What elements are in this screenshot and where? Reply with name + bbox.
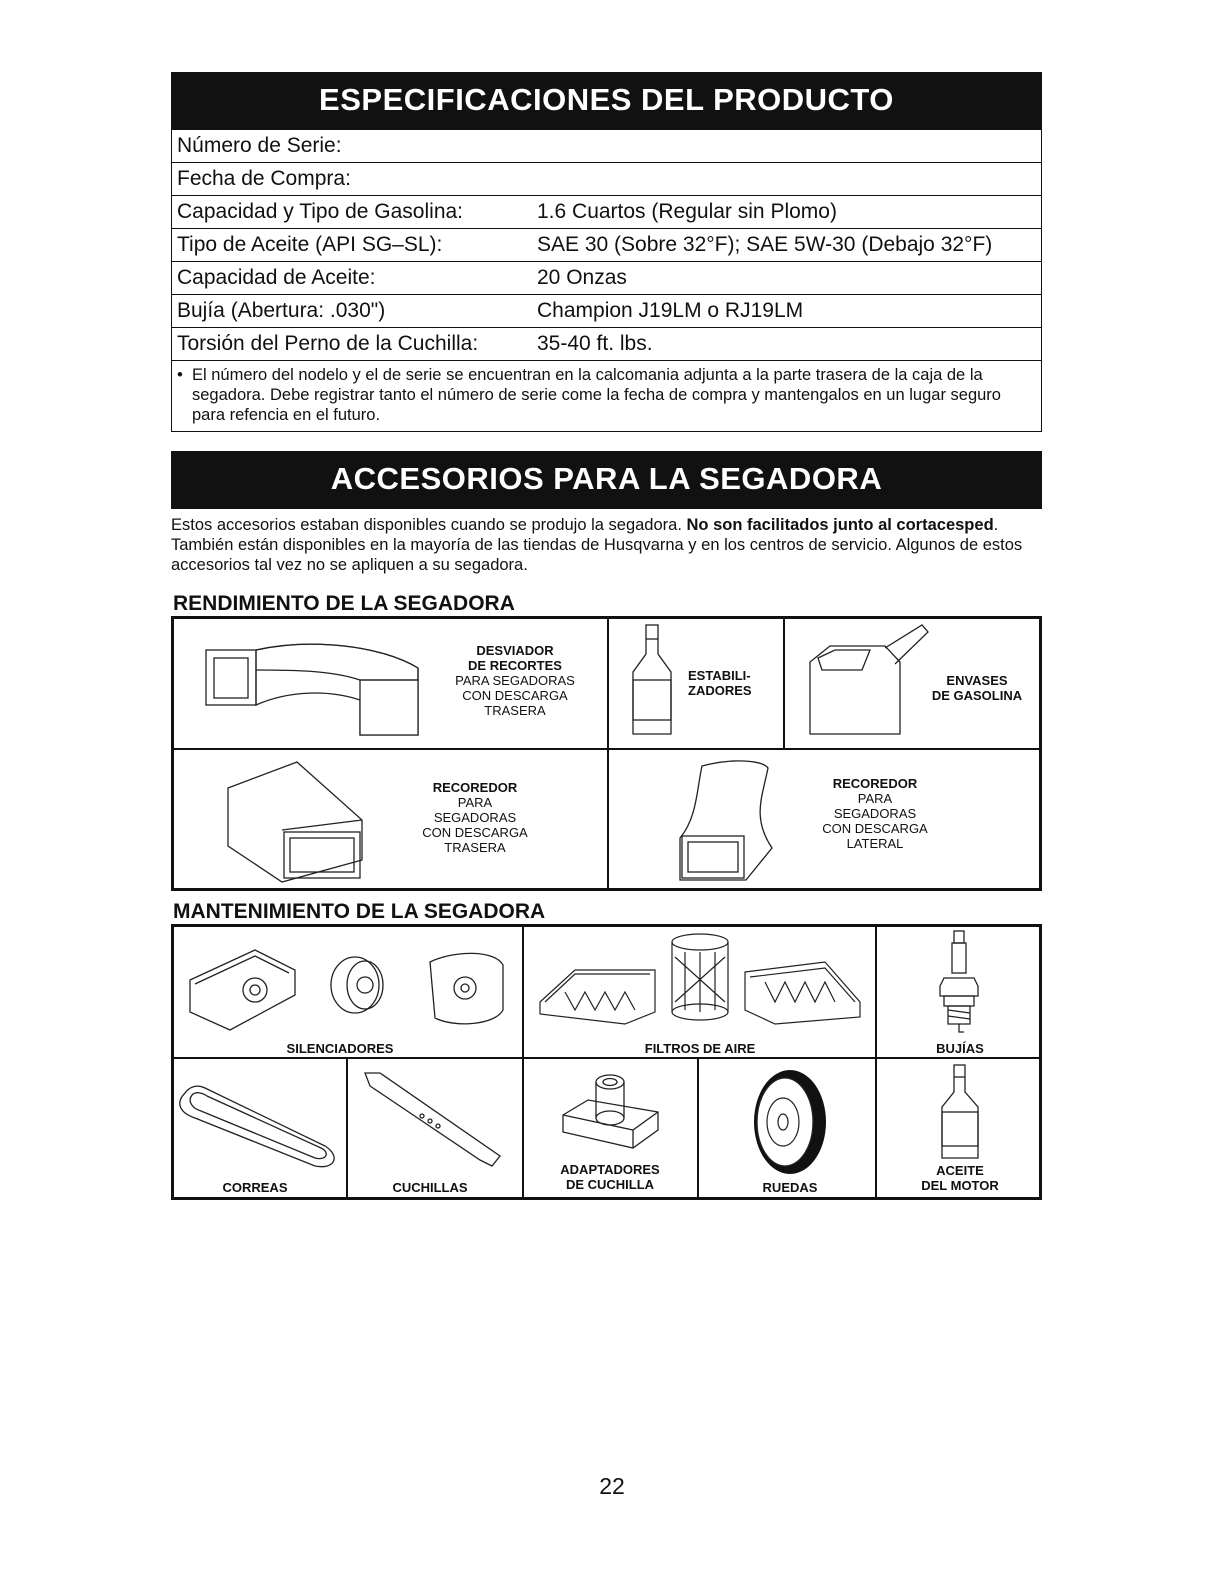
caption-line: CON DESCARGA [422,825,528,840]
rear-bagger-illustration [222,760,372,885]
caption-line: ZADORES [688,683,752,698]
stabilizer-bottle-illustration [625,622,685,740]
side-bagger-illustration [672,758,777,883]
caption-line: SEGADORAS [433,810,517,825]
caption-line: LATERAL [846,836,904,851]
caption-line: DESVIADOR [476,643,554,658]
engine-oil-bottle-illustration [930,1062,990,1162]
accessories-title-bar [171,451,1042,509]
caption-line: PARA [457,795,493,810]
spec-value: 20 Onzas [537,266,627,289]
spec-row-fuel [172,196,1041,229]
spec-value: 35-40 ft. lbs. [537,332,653,355]
spec-row-oil-type [172,229,1041,262]
deflector-caption [440,643,590,718]
bullet: • [177,366,183,384]
deflector-illustration [200,640,440,740]
caption-line: DE CUCHILLA [565,1177,655,1192]
spec-value: Champion J19LM o RJ19LM [537,299,804,322]
spec-label: Número de Serie: [177,134,342,157]
caption-line: CON DESCARGA [822,821,928,836]
mufflers-illustration [185,940,515,1035]
specs-title-bar [171,72,1042,130]
caption-line: SEGADORAS [833,806,917,821]
divider [875,924,877,1200]
caption-line: ESTABILI- [688,668,751,683]
rear-bagger-caption [400,780,550,855]
spec-value: 1.6 Cuartos (Regular sin Plomo) [537,200,837,223]
caption-line: PARA [857,791,893,806]
wheels-caption: RUEDAS [762,1180,818,1195]
intro-text-cont: . También están disponibles en la mayoría de las tiendas de Husqvarna y en los centros de servicio. Algunos de estos accesorios tal vez no se apliquen a su segadora. [171,516,1023,574]
accessories-title: ACCESORIOS PARA LA SEGADORA [330,461,883,496]
spark-plug-illustration [930,928,990,1036]
caption-line: TRASERA [444,840,506,855]
spec-row-serial [172,130,1041,163]
spec-label: Torsión del Perno de la Cuchilla: [177,332,479,355]
spec-label: Capacidad y Tipo de Gasolina: [177,200,464,223]
gas-can-illustration [800,622,935,740]
performance-heading: RENDIMIENTO DE LA SEGADORA [173,592,515,615]
divider [171,1057,1042,1059]
belt-illustration [175,1078,343,1173]
specs-title: ESPECIFICACIONES DEL PRODUCTO [319,82,894,117]
mufflers-caption: SILENCIADORES [286,1041,394,1056]
spec-note-text: El número del nodelo y el de serie se encuentran en la calcomania adjunta a la parte trasera de la caja de la segadora. Debe registrar tanto el número de serie come la fecha de compra y mantengalos en un lugar seguro para refencia en el futuro. [192,366,1001,424]
specs-table [171,130,1042,432]
caption-line: ACEITE [936,1163,984,1178]
divider [346,1057,348,1200]
intro-bold-text: No son facilitados junto al cortacesped [686,516,994,534]
divider [522,924,524,1200]
accessories-intro [171,515,1041,575]
spec-row-oil-capacity [172,262,1041,295]
blades-caption: CUCHILLAS [392,1180,468,1195]
spec-label: Capacidad de Aceite: [177,266,376,289]
intro-text: Estos accesorios estaban disponibles cuando se produjo la segadora. [171,516,687,534]
spec-note [172,361,1041,431]
caption-line: DEL MOTOR [921,1178,999,1193]
blade-illustration [360,1068,505,1173]
engine-oil-caption [895,1163,1025,1193]
spec-row-purchase-date [172,163,1041,196]
caption-line: ADAPTADORES [560,1162,660,1177]
air-filters-illustration [535,932,865,1032]
blade-adapter-illustration [548,1070,673,1155]
caption-line: RECOREDOR [832,776,918,791]
spark-plugs-caption: BUJÍAS [936,1041,984,1056]
spec-value: SAE 30 (Sobre 32°F); SAE 5W-30 (Debajo 32°F) [537,233,993,256]
caption-line: DE GASOLINA [931,688,1023,703]
belts-caption: CORREAS [222,1180,288,1195]
divider [697,1057,699,1200]
air-filters-caption: FILTROS DE AIRE [644,1041,756,1056]
spec-label: Bujía (Abertura: .030") [177,299,386,322]
caption-line: RECOREDOR [432,780,518,795]
spec-row-blade-torque [172,328,1041,361]
spec-label: Fecha de Compra: [177,167,351,190]
divider [607,616,609,891]
spec-label: Tipo de Aceite (API SG–SL): [177,233,443,256]
maintenance-heading: MANTENIMIENTO DE LA SEGADORA [173,900,546,923]
caption-line: TRASERA [484,703,546,718]
wheel-illustration [745,1065,835,1180]
stabilizers-caption [688,668,768,698]
spec-row-spark-plug [172,295,1041,328]
blade-adapters-caption [545,1162,675,1192]
divider [783,616,785,749]
page-number: 22 [599,1473,625,1499]
gas-cans-caption [922,673,1032,703]
caption-line: ENVASES [946,673,1008,688]
caption-line: PARA SEGADORAS [455,673,575,688]
caption-line: DE RECORTES [468,658,562,673]
side-bagger-caption [800,776,950,851]
caption-line: CON DESCARGA [462,688,568,703]
